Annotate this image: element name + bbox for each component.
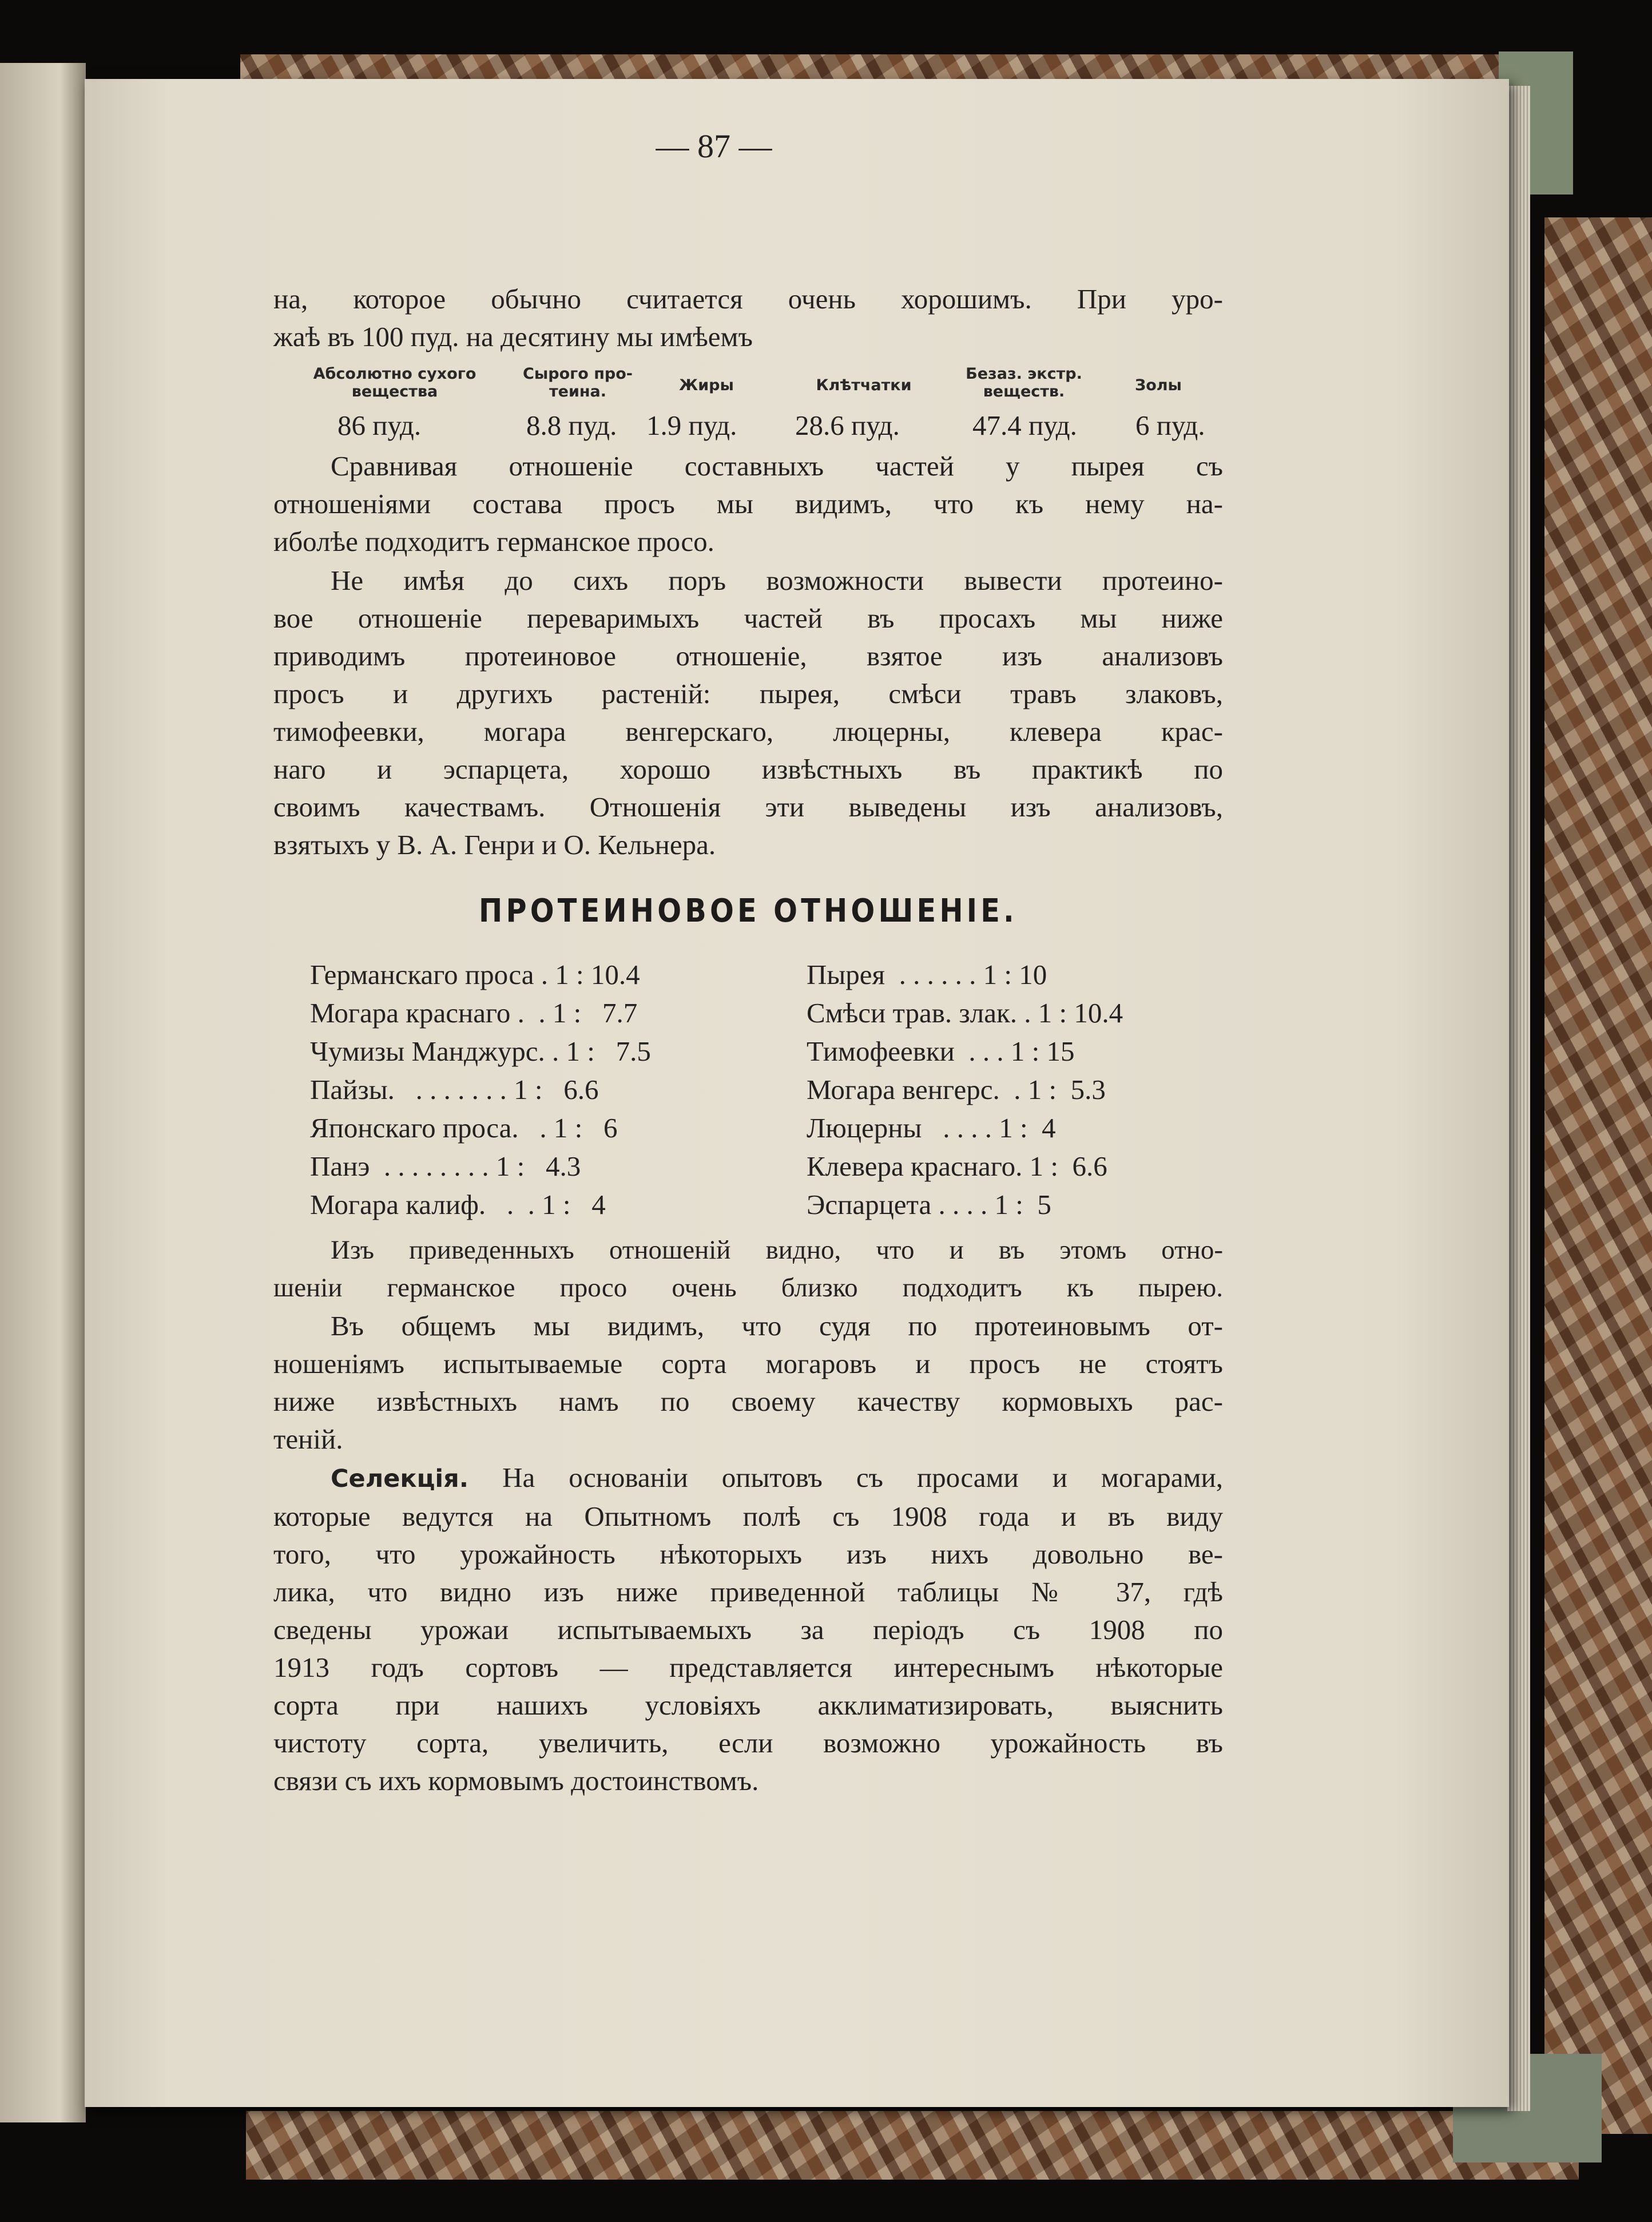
- selection-heading: Селекція.: [331, 1465, 469, 1493]
- text-fragment: На основаніи опытовъ съ просами и могарами,: [468, 1462, 1223, 1493]
- text-line: ниже извѣстныхъ намъ по своему качеству кормовыхъ рас-: [273, 1386, 1223, 1417]
- ratio-item: Эспарцета . . . . 1 : 5: [807, 1189, 1051, 1220]
- column-header: Абсолютно сухого вещества: [313, 365, 476, 400]
- ratio-item: Чумизы Манджурс. . 1 : 7.5: [310, 1035, 651, 1067]
- paragraph-selection: [273, 1459, 1223, 1800]
- paragraph-comparison: [273, 447, 1223, 561]
- ratio-list-right: [807, 955, 1123, 1224]
- text-line: наго и эспарцета, хорошо извѣстныхъ въ практикѣ по: [273, 753, 1223, 785]
- section-title: ПРОТЕИНОВОЕ ОТНОШЕНІЕ.: [479, 892, 1018, 930]
- page-stack-edge: [1507, 86, 1530, 2111]
- text-line: тимофеевки, могара венгерскаго, люцерны, клевера крас-: [273, 716, 1223, 747]
- text-line: Сравнивая отношеніе составныхъ частей у пырея съ: [331, 450, 1223, 482]
- column-header: Безаз. экстр. веществ.: [966, 365, 1082, 400]
- paragraph-conclusion-2: [273, 1307, 1223, 1458]
- text-line: Изъ приведенныхъ отношеній видно, что и въ этомъ отно-: [331, 1235, 1223, 1265]
- column-header: Жиры: [679, 376, 734, 394]
- text-line: своимъ качествамъ. Отношенія эти выведены изъ анализовъ,: [273, 791, 1223, 823]
- text-line: приводимъ протеиновое отношеніе, взятое изъ анализовъ: [273, 640, 1223, 672]
- text-line: сведены урожаи испытываемыхъ за періодъ съ 1908 по: [273, 1614, 1223, 1645]
- text-line: связи съ ихъ кормовымъ достоинствомъ.: [273, 1765, 759, 1796]
- table-cell: 6 пуд.: [1135, 410, 1205, 441]
- paragraph-conclusion-1: [273, 1231, 1223, 1307]
- text-line: отношеніями состава просъ мы видимъ, что къ нему на-: [273, 488, 1223, 519]
- ratio-item: Панэ . . . . . . . . 1 : 4.3: [310, 1150, 581, 1182]
- ratio-item: Тимофеевки . . . 1 : 15: [807, 1035, 1075, 1067]
- text-line: теній.: [273, 1423, 343, 1455]
- paragraph-protein-intro: [273, 562, 1223, 864]
- text-line: чистоту сорта, увеличить, если возможно урожайность въ: [273, 1727, 1223, 1759]
- intro-text: [273, 280, 1223, 356]
- text-line: иболѣе подходитъ германское просо.: [273, 526, 714, 557]
- text-line: [273, 1459, 1223, 1498]
- page-number: — 87 —: [656, 128, 772, 165]
- book-cover-bottom: [246, 2111, 1579, 2180]
- ratio-item: Японскаго проса. . 1 : 6: [310, 1112, 618, 1144]
- table-cell: 1.9 пуд.: [646, 410, 737, 441]
- text-line: того, что урожайность нѣкоторыхъ изъ нихъ довольно ве-: [273, 1538, 1223, 1570]
- column-header: Золы: [1135, 376, 1182, 394]
- ratio-item: Могара калиф. . . 1 : 4: [310, 1189, 606, 1220]
- table-cell: 86 пуд.: [337, 410, 422, 441]
- ratio-list-left: [310, 955, 651, 1224]
- text-line: лика, что видно изъ ниже приведенной таблицы № 37, гдѣ: [273, 1576, 1223, 1608]
- ratio-item: Клевера краснаго. 1 : 6.6: [807, 1150, 1107, 1182]
- text-line: сорта при нашихъ условіяхъ акклиматизировать, выяснить: [273, 1689, 1223, 1721]
- column-header: Клѣтчатки: [816, 376, 912, 394]
- text-line: жаѣ въ 100 пуд. на десятину мы имѣемъ: [273, 321, 753, 352]
- text-line: ношеніямъ испытываемые сорта могаровъ и просъ не стоятъ: [273, 1348, 1223, 1379]
- composition-table-header: [297, 365, 1224, 416]
- text-line: вое отношеніе переваримыхъ частей въ просахъ мы ниже: [273, 602, 1223, 634]
- ratio-item: Пайзы. . . . . . . . 1 : 6.6: [310, 1074, 599, 1105]
- table-cell: 8.8 пуд.: [526, 410, 617, 441]
- ratio-item: Могара краснаго . . 1 : 7.7: [310, 997, 638, 1029]
- text-line: на, которое обычно считается очень хорошимъ. При уро-: [273, 283, 1223, 315]
- text-line: 1913 годъ сортовъ — представляется интереснымъ нѣкоторые: [273, 1652, 1223, 1683]
- text-line: взятыхъ у В. А. Генри и О. Кельнера.: [273, 829, 716, 860]
- text-line: шеніи германское просо очень близко подходитъ къ пырею.: [273, 1273, 1223, 1303]
- ratio-item: Пырея . . . . . . 1 : 10: [807, 959, 1047, 990]
- text-line: Въ общемъ мы видимъ, что судя по протеиновымъ от-: [331, 1310, 1223, 1342]
- ratio-item: Люцерны . . . . 1 : 4: [807, 1112, 1056, 1144]
- ratio-item: Германскаго проса . 1 : 10.4: [310, 959, 640, 990]
- column-header: Сырого про- теина.: [523, 365, 633, 400]
- table-cell: 28.6 пуд.: [795, 410, 900, 441]
- left-page-edge: [0, 63, 86, 2122]
- ratio-item: Смѣси трав. злак. . 1 : 10.4: [807, 997, 1123, 1029]
- table-cell: 47.4 пуд.: [972, 410, 1077, 441]
- text-line: Не имѣя до сихъ поръ возможности вывести протеино-: [331, 565, 1223, 596]
- text-line: которые ведутся на Опытномъ полѣ съ 1908 года и въ виду: [273, 1501, 1223, 1532]
- text-line: просъ и другихъ растеній: пырея, смѣси травъ злаковъ,: [273, 678, 1223, 709]
- book-cover-right: [1544, 217, 1652, 2134]
- ratio-item: Могара венгерс. . 1 : 5.3: [807, 1074, 1106, 1105]
